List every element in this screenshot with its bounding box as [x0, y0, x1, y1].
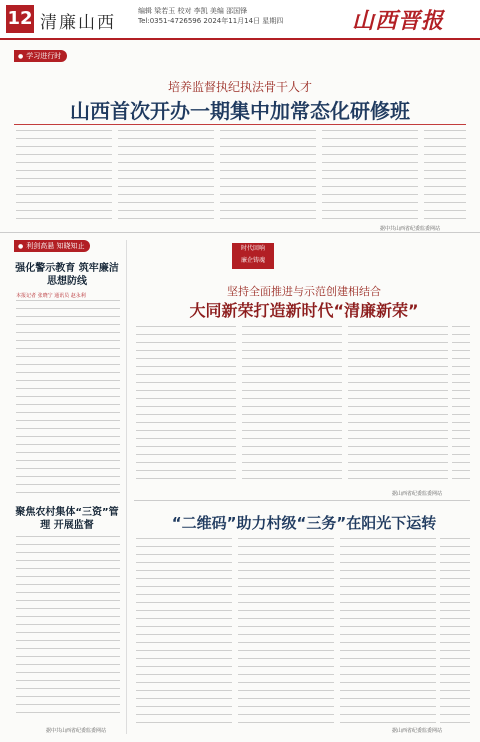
section-tag: ● 学习进行时	[14, 50, 67, 62]
article3-col2	[242, 326, 342, 486]
section-tag-2: ● 利剑高悬 知晓知止	[14, 240, 90, 252]
page-header	[0, 0, 480, 40]
editors-line: 编辑 梁若玉 校对 李凯 美编 邵国锋	[138, 7, 248, 15]
article4-col1	[136, 538, 232, 724]
article2-byline: 本报记者 张晓宁 通讯员 赵永利	[16, 293, 86, 299]
page-number: 12	[6, 5, 34, 33]
article1-col1	[16, 130, 112, 222]
article4-headline: “二维码”助力村级“三务”在阳光下运转	[171, 514, 437, 532]
article1-kicker: 培养监督执纪执法骨干人才	[167, 80, 312, 94]
article3-col1	[136, 326, 236, 486]
article1-col2	[118, 130, 214, 222]
article1-col5	[424, 130, 466, 222]
article2-body2	[16, 536, 120, 720]
section-rule	[0, 232, 480, 233]
page-name: 清廉山西	[40, 13, 116, 33]
article3-headline: 大同新荣打造新时代“清廉新荣”	[189, 301, 419, 320]
article2-body	[16, 300, 120, 500]
divider	[14, 124, 466, 125]
article1-headline: 山西首次开办一期集中加常态化研修班	[70, 99, 410, 123]
article3-col4	[452, 326, 470, 486]
article4-col2	[238, 538, 334, 724]
article3-kicker: 坚持全面推进与示范创建相结合	[227, 285, 381, 298]
article2-subhead2: 聚焦农村集体“三资”管理 开展监督	[15, 507, 119, 531]
article3-tag-line1: 时代回响	[240, 245, 265, 252]
article3-tag-line2: 廉企铸魂	[240, 257, 265, 264]
article3-tag	[232, 243, 274, 269]
article4-col4	[440, 538, 470, 724]
article4-col3	[340, 538, 436, 724]
date-line: Tel:0351-4726596 2024年11月14日 星期四	[138, 17, 284, 25]
article1-source: 据中共山西省纪委监委网站	[380, 226, 441, 232]
article3-source: 据山西省纪委监委网站	[392, 491, 443, 497]
article1-col4	[322, 130, 418, 222]
article2-subhead: 强化警示教育 筑牢廉洁思想防线	[15, 263, 119, 287]
divider-3	[134, 500, 470, 501]
column-divider	[126, 240, 127, 734]
article2-source: 据中共山西省纪委监委网站	[46, 728, 107, 734]
editors-info	[138, 6, 283, 26]
article1-col3	[220, 130, 316, 222]
masthead-logo: 山西晋报	[352, 8, 445, 34]
article4-source: 据山西省纪委监委网站	[392, 728, 443, 734]
article3-col3	[348, 326, 448, 486]
